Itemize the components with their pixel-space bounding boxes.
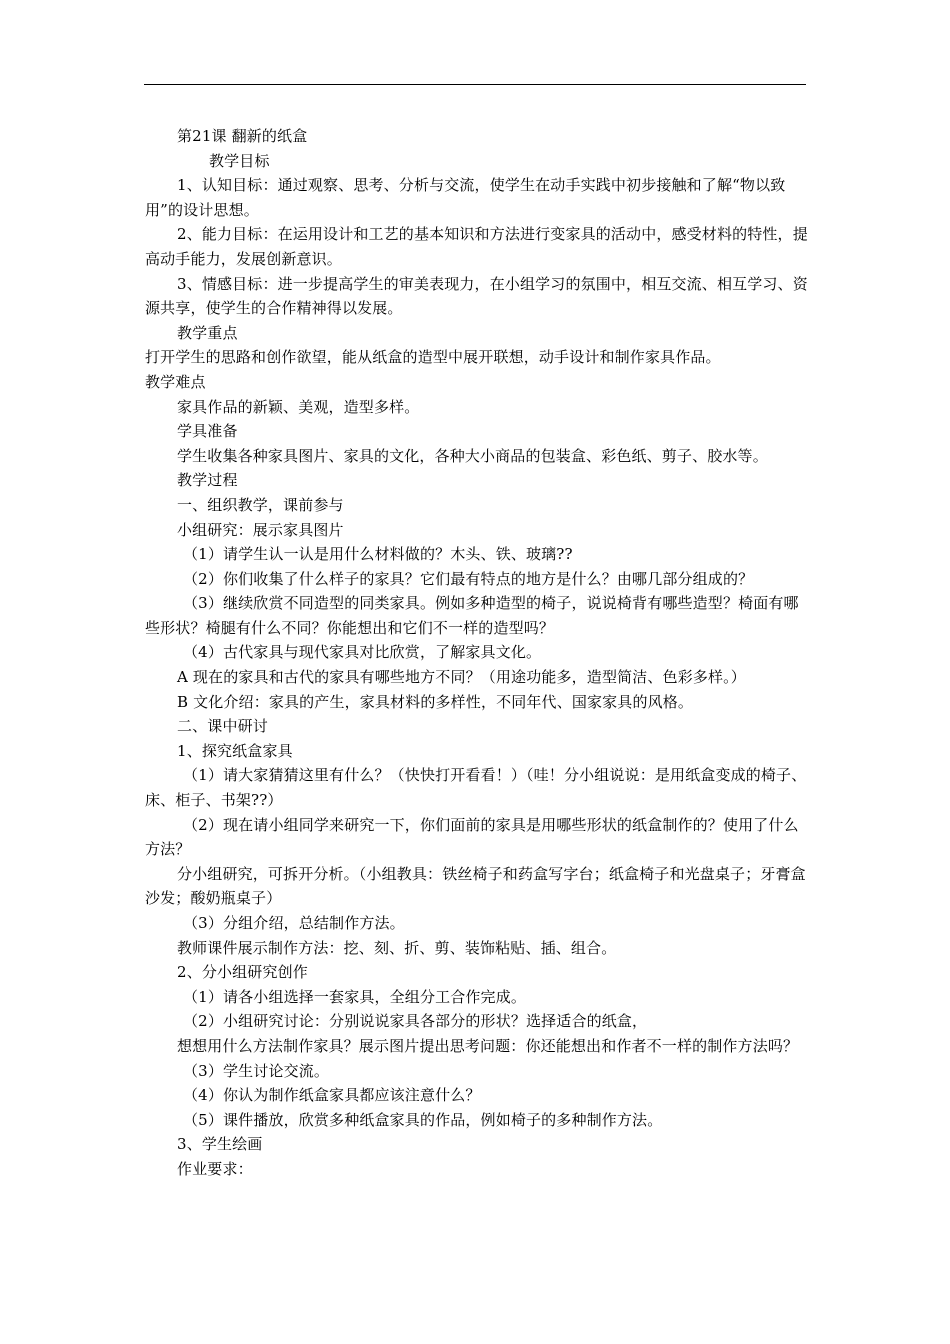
create-paragraph-2: （2）小组研究讨论：分别说说家具各部分的形状？选择适合的纸盒， bbox=[183, 1012, 648, 1031]
difficulties-paragraph: 家具作品的新颖、美观，造型多样。 bbox=[177, 397, 420, 416]
item-b: B 文化介绍：家具的产生，家具材料的多样性，不同年代、国家家具的风格。 bbox=[177, 692, 694, 711]
lesson-title: 第21课 翻新的纸盒 bbox=[177, 127, 308, 145]
sub-1-heading: 1、探究纸盒家具 bbox=[177, 741, 293, 760]
part-2-heading: 二、课中研讨 bbox=[177, 717, 268, 736]
question-4: （4）古代家具与现代家具对比欣赏，了解家具文化。 bbox=[183, 643, 542, 662]
item-a: A 现在的家具和古代的家具有哪些地方不同？（用途功能多，造型简洁、色彩多样。） bbox=[177, 668, 746, 687]
key-points-paragraph: 打开学生的思路和创作欲望，能从纸盒的造型中展开联想，动手设计和制作家具作品。 bbox=[145, 348, 721, 367]
part-1-heading: 一、组织教学，课前参与 bbox=[177, 495, 344, 514]
explore-paragraph-3: （3）分组介绍，总结制作方法。 bbox=[183, 914, 405, 932]
create-paragraph-4: （4）你认为制作纸盒家具都应该注意什么？ bbox=[183, 1086, 481, 1105]
question-1: （1）请学生认一认是用什么材料做的？木头、铁、玻璃?? bbox=[183, 545, 573, 564]
teacher-demo-paragraph: 教师课件展示制作方法：挖、刻、折、剪、装饰粘贴、插、组合。 bbox=[177, 938, 617, 957]
section-heading-goals: 教学目标 bbox=[209, 151, 270, 170]
question-3: （3）继续欣赏不同造型的同类家具。例如多种造型的椅子，说说椅背有哪些造型？椅面有哪些形状？椅腿有什么不同？你能想出和它们不一样的造型吗？ bbox=[145, 594, 799, 637]
sub-2-heading: 2、分小组研究创作 bbox=[177, 963, 308, 982]
group-study-heading: 小组研究：展示家具图片 bbox=[177, 520, 344, 539]
document-body bbox=[145, 124, 813, 1182]
explore-paragraph-1: （1）请大家猜猜这里有什么？（快快打开看看！）（哇！分小组说说：是用纸盒变成的椅子、床、柜子、书架??） bbox=[145, 766, 807, 810]
section-heading-difficulties: 教学难点 bbox=[145, 372, 206, 391]
sub-3-heading: 3、学生绘画 bbox=[177, 1135, 263, 1154]
materials-paragraph: 学生收集各种家具图片、家具的文化，各种大小商品的包装盒、彩色纸、剪子、胶水等。 bbox=[177, 446, 768, 465]
create-paragraph-5: （5）课件播放，欣赏多种纸盒家具的作品，例如椅子的多种制作方法。 bbox=[183, 1110, 663, 1129]
goal-paragraph-1: 1、认知目标：通过观察、思考、分析与交流，使学生在动手实践中初步接触和了解“物以致用”的设计思想。 bbox=[145, 176, 786, 219]
homework-heading: 作业要求： bbox=[177, 1159, 253, 1178]
section-heading-materials: 学具准备 bbox=[177, 422, 238, 441]
create-paragraph-2-continued: 想想用什么方法制作家具？展示图片提出思考问题：你还能想出和作者不一样的制作方法吗？ bbox=[177, 1036, 799, 1055]
question-2: （2）你们收集了什么样子的家具？它们最有特点的地方是什么？由哪几部分组成的？ bbox=[183, 569, 754, 588]
goal-paragraph-2: 2、能力目标：在运用设计和工艺的基本知识和方法进行变家具的活动中，感受材料的特性，提高动手能力，发展创新意识。 bbox=[145, 225, 808, 268]
goal-paragraph-3: 3、情感目标：进一步提高学生的审美表现力，在小组学习的氛围中，相互交流、相互学习、资源共享，使学生的合作精神得以发展。 bbox=[145, 274, 808, 318]
explore-group-paragraph: 分小组研究，可拆开分析。（小组教具：铁丝椅子和药盒写字台；纸盒椅子和光盘桌子；牙膏盒沙发；酸奶瓶桌子） bbox=[145, 864, 806, 908]
section-heading-process: 教学过程 bbox=[177, 471, 238, 490]
create-paragraph-1: （1）请各小组选择一套家具，全组分工合作完成。 bbox=[183, 987, 526, 1006]
section-heading-key-points: 教学重点 bbox=[177, 323, 238, 342]
explore-paragraph-2: （2）现在请小组同学来研究一下，你们面前的家具是用哪些形状的纸盒制作的？使用了什么方法？ bbox=[145, 815, 799, 859]
header-rule bbox=[144, 84, 806, 85]
create-paragraph-3: （3）学生讨论交流。 bbox=[183, 1061, 330, 1080]
